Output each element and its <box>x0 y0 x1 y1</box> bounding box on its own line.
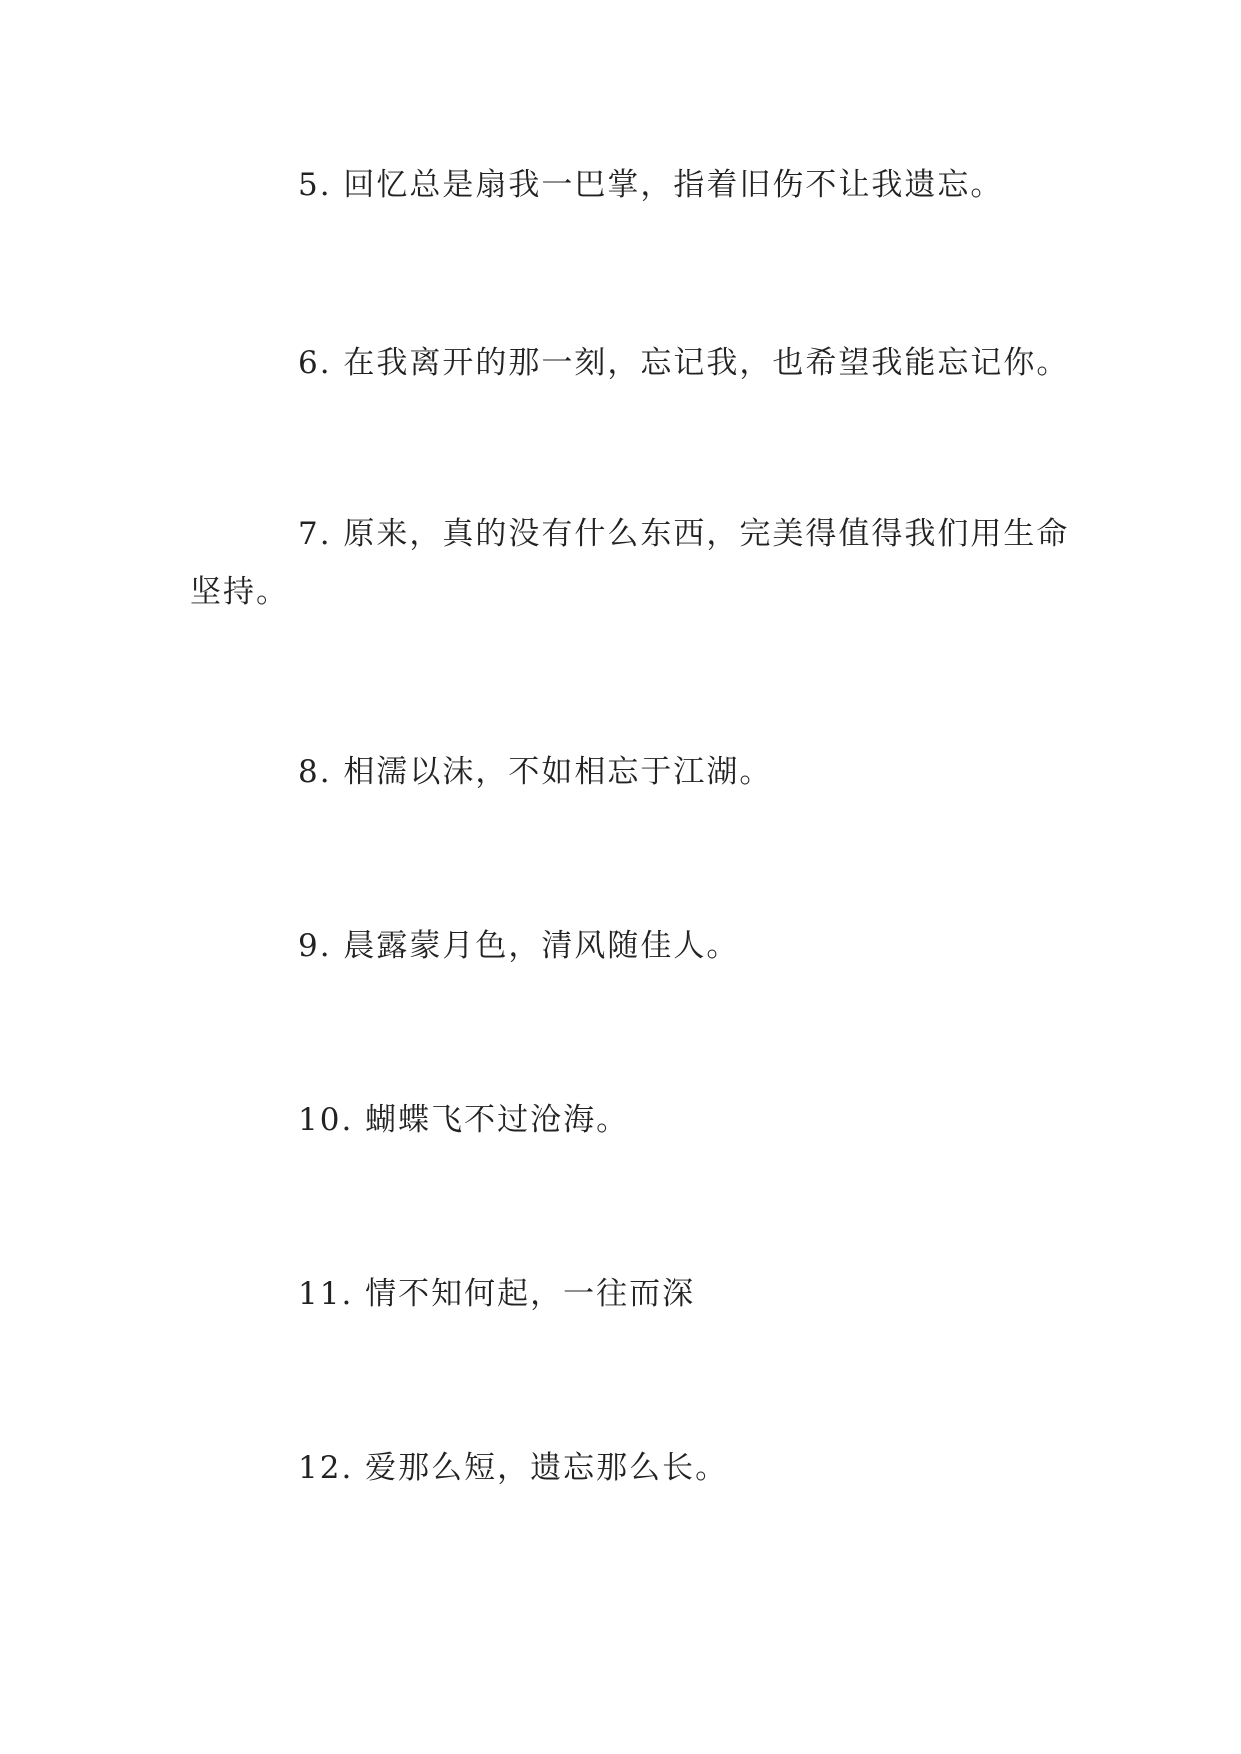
list-item-9: 9. 晨露蒙月色，清风随佳人。 <box>298 928 740 964</box>
list-item-11: 11. 情不知何起，一往而深 <box>298 1276 696 1312</box>
list-item-5: 5. 回忆总是扇我一巴掌，指着旧伤不让我遗忘。 <box>298 167 1004 203</box>
list-item-12: 12. 爱那么短，遗忘那么长。 <box>298 1450 729 1486</box>
list-item-7: 7. 原来，真的没有什么东西，完美得值得我们用生命坚持。 <box>190 516 1070 610</box>
list-item-10: 10. 蝴蝶飞不过沧海。 <box>298 1102 630 1138</box>
list-item-8: 8. 相濡以沫，不如相忘于江湖。 <box>298 754 773 790</box>
list-item-6: 6. 在我离开的那一刻，忘记我，也希望我能忘记你。 <box>298 345 1070 381</box>
